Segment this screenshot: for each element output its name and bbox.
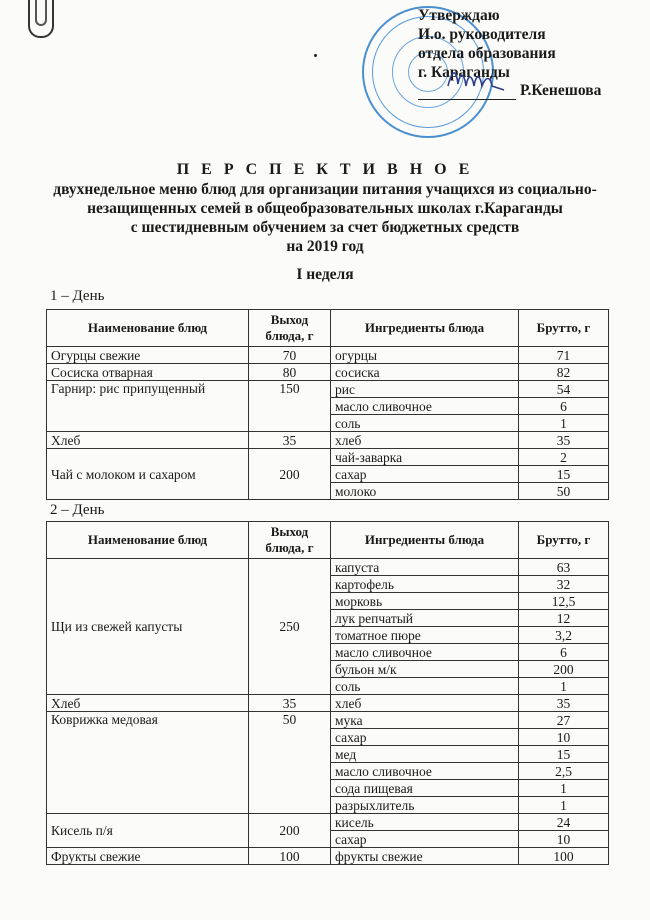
ingredient-name: чай-заварка: [331, 449, 519, 466]
ingredient-gross: 24: [519, 814, 609, 831]
dish-yield: 150: [249, 381, 331, 432]
ingredient-gross: 10: [519, 831, 609, 848]
table-row: [47, 381, 609, 398]
title-line: двухнедельное меню блюд для организации питания учащихся из социально-: [53, 181, 597, 198]
ingredient-gross: 6: [519, 398, 609, 415]
dish-yield: 35: [249, 695, 331, 712]
table-row: [47, 814, 609, 831]
ink-dot: [314, 54, 317, 57]
ingredient-name: огурцы: [331, 347, 519, 364]
approval-line: отдела образования: [418, 45, 556, 62]
ingredient-name: соль: [331, 678, 519, 695]
ingredient-name: мука: [331, 712, 519, 729]
table-row: [47, 364, 609, 381]
approval-line: г. Караганды: [418, 64, 510, 81]
column-header: Выход блюда, г: [249, 522, 331, 559]
ingredient-gross: 15: [519, 746, 609, 763]
ingredient-name: сосиска: [331, 364, 519, 381]
dish-yield: 100: [249, 848, 331, 865]
ingredient-name: разрыхлитель: [331, 797, 519, 814]
dish-name: Коврижка медовая: [47, 712, 249, 814]
ingredient-name: масло сливочное: [331, 398, 519, 415]
column-header: Брутто, г: [519, 310, 609, 347]
ingredient-name: хлеб: [331, 695, 519, 712]
ingredient-gross: 27: [519, 712, 609, 729]
ingredient-name: сахар: [331, 729, 519, 746]
ingredient-name: кисель: [331, 814, 519, 831]
dish-name: Хлеб: [47, 695, 249, 712]
day-2-menu-table: [46, 521, 609, 865]
ingredient-name: соль: [331, 415, 519, 432]
ingredient-gross: 1: [519, 797, 609, 814]
dish-name: Сосиска отварная: [47, 364, 249, 381]
column-header: Брутто, г: [519, 522, 609, 559]
dish-yield: 80: [249, 364, 331, 381]
day-1-menu-table: [46, 309, 609, 500]
column-header: Наименование блюд: [47, 310, 249, 347]
table-header-row: [47, 522, 609, 559]
ingredient-name: лук репчатый: [331, 610, 519, 627]
table-row: [47, 848, 609, 865]
ingredient-gross: 35: [519, 695, 609, 712]
title-line: с шестидневным обучением за счет бюджетных средств: [130, 219, 520, 236]
day-2-label: 2 – День: [50, 502, 105, 518]
dish-name: Фрукты свежие: [47, 848, 249, 865]
dish-name: Огурцы свежие: [47, 347, 249, 364]
column-header: Наименование блюд: [47, 522, 249, 559]
ingredient-gross: 2: [519, 449, 609, 466]
ingredient-name: томатное пюре: [331, 627, 519, 644]
dish-yield: 250: [249, 559, 331, 695]
dish-yield: 50: [249, 712, 331, 814]
title-heading: П Е Р С П Е К Т И В Н О Е: [176, 161, 474, 178]
approval-line: И.о. руководителя: [418, 26, 546, 43]
table-row: [47, 712, 609, 729]
document-title: [0, 160, 650, 256]
dish-name: Кисель п/я: [47, 814, 249, 848]
table-row: [47, 432, 609, 449]
ingredient-gross: 6: [519, 644, 609, 661]
dish-name: Щи из свежей капусты: [47, 559, 249, 695]
table-row: [47, 449, 609, 466]
ingredient-name: мед: [331, 746, 519, 763]
ingredient-name: бульон м/к: [331, 661, 519, 678]
ingredient-name: морковь: [331, 593, 519, 610]
ingredient-name: сахар: [331, 466, 519, 483]
ingredient-gross: 54: [519, 381, 609, 398]
ingredient-gross: 35: [519, 432, 609, 449]
ingredient-gross: 82: [519, 364, 609, 381]
dish-yield: 70: [249, 347, 331, 364]
dish-yield: 200: [249, 814, 331, 848]
column-header: Ингредиенты блюда: [331, 310, 519, 347]
signer-row: [418, 82, 601, 100]
ingredient-gross: 32: [519, 576, 609, 593]
week-heading: I неделя: [296, 266, 354, 283]
dish-yield: 35: [249, 432, 331, 449]
ingredient-name: капуста: [331, 559, 519, 576]
ingredient-gross: 2,5: [519, 763, 609, 780]
table-row: [47, 695, 609, 712]
day-1-label: 1 – День: [50, 288, 105, 304]
ingredient-name: картофель: [331, 576, 519, 593]
dish-name: Хлеб: [47, 432, 249, 449]
ingredient-name: фрукты свежие: [331, 848, 519, 865]
table-row: [47, 559, 609, 576]
ingredient-gross: 100: [519, 848, 609, 865]
ingredient-gross: 1: [519, 678, 609, 695]
ingredient-gross: 15: [519, 466, 609, 483]
ingredient-gross: 71: [519, 347, 609, 364]
dish-yield: 200: [249, 449, 331, 500]
ingredient-name: рис: [331, 381, 519, 398]
signer-name: Р.Кенешова: [520, 82, 602, 99]
ingredient-gross: 12,5: [519, 593, 609, 610]
ingredient-gross: 3,2: [519, 627, 609, 644]
table-row: [47, 347, 609, 364]
ingredient-gross: 63: [519, 559, 609, 576]
ingredient-gross: 10: [519, 729, 609, 746]
ingredient-gross: 1: [519, 780, 609, 797]
signature-line: [418, 83, 516, 100]
ingredient-name: хлеб: [331, 432, 519, 449]
approval-line: Утверждаю: [418, 7, 500, 24]
ingredient-gross: 200: [519, 661, 609, 678]
ingredient-name: сахар: [331, 831, 519, 848]
title-line: незащищенных семей в общеобразовательных школах г.Караганды: [87, 200, 563, 217]
column-header: Ингредиенты блюда: [331, 522, 519, 559]
ingredient-name: сода пищевая: [331, 780, 519, 797]
ingredient-name: масло сливочное: [331, 763, 519, 780]
ingredient-gross: 1: [519, 415, 609, 432]
column-header: Выход блюда, г: [249, 310, 331, 347]
dish-name: Гарнир: рис припущенный: [47, 381, 249, 432]
dish-name: Чай с молоком и сахаром: [47, 449, 249, 500]
ingredient-gross: 12: [519, 610, 609, 627]
ingredient-name: масло сливочное: [331, 644, 519, 661]
paper-clip-inner-icon: [35, 0, 47, 26]
title-line: на 2019 год: [286, 238, 364, 255]
ingredient-gross: 50: [519, 483, 609, 500]
table-header-row: [47, 310, 609, 347]
ingredient-name: молоко: [331, 483, 519, 500]
